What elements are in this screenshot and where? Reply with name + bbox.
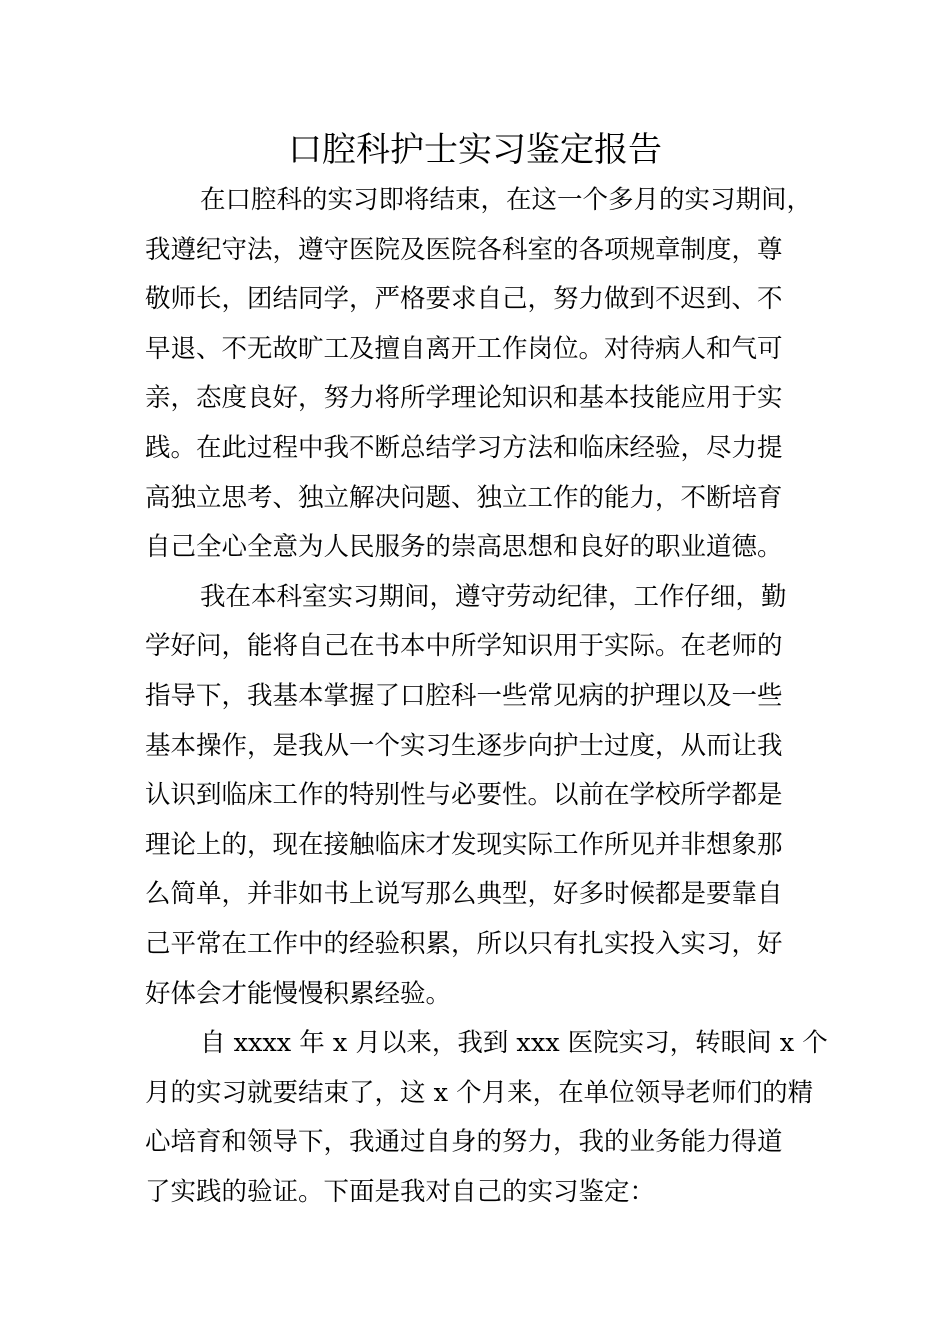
paragraph-line: 学好问，能将自己在书本中所学知识用于实际。在老师的 [145, 631, 783, 662]
paragraph-line: 自己全心全意为人民服务的崇高思想和良好的职业道德。 [145, 532, 783, 563]
document-body [145, 176, 828, 1217]
paragraph-line: 认识到临床工作的特别性与必要性。以前在学校所学都是 [145, 780, 783, 811]
paragraph-line: 践。在此过程中我不断总结学习方法和临床经验，尽力提 [145, 432, 783, 463]
paragraph-1 [145, 176, 813, 573]
paragraph-line: 我在本科室实习期间，遵守劳动纪律，工作仔细，勤 [200, 581, 787, 612]
paragraph-line: 敬师长，团结同学，严格要求自己，努力做到不迟到、不 [145, 284, 783, 315]
paragraph-line: 么简单，并非如书上说写那么典型，好多时候都是要靠自 [145, 879, 783, 910]
paragraph-line: 在口腔科的实习即将结束，在这一个多月的实习期间， [200, 185, 813, 215]
paragraph-line: 自 xxxx 年 x 月以来，我到 xxx 医院实习，转眼间 x 个 [200, 1028, 828, 1059]
paragraph-2 [145, 573, 807, 1019]
paragraph-line: 高独立思考、独立解决问题、独立工作的能力，不断培育 [145, 482, 783, 513]
paragraph-line: 月的实习就要结束了，这 x 个月来，在单位领导老师们的精 [145, 1077, 814, 1108]
paragraph-line: 理论上的，现在接触临床才发现实际工作所见并非想象那 [145, 829, 783, 860]
paragraph-3 [145, 1019, 828, 1217]
paragraph-line: 我遵纪守法，遵守医院及医院各科室的各项规章制度，尊 [145, 234, 783, 265]
paragraph-line: 指导下，我基本掌握了口腔科一些常见病的护理以及一些 [145, 680, 783, 711]
paragraph-line: 己平常在工作中的经验积累，所以只有扎实投入实习，好 [145, 928, 783, 959]
paragraph-line: 早退、不无故旷工及擅自离开工作岗位。对待病人和气可 [145, 333, 783, 364]
paragraph-line: 心培育和领导下，我通过自身的努力，我的业务能力得道 [145, 1127, 783, 1158]
paragraph-line: 了实践的验证。下面是我对自己的实习鉴定： [145, 1176, 656, 1207]
paragraph-line: 好体会才能慢慢积累经验。 [145, 978, 452, 1009]
document-title: 口腔科护士实习鉴定报告 [288, 130, 662, 170]
paragraph-line: 基本操作，是我从一个实习生逐步向护士过度，从而让我 [145, 730, 783, 761]
paragraph-line: 亲，态度良好，努力将所学理论知识和基本技能应用于实 [145, 383, 783, 414]
